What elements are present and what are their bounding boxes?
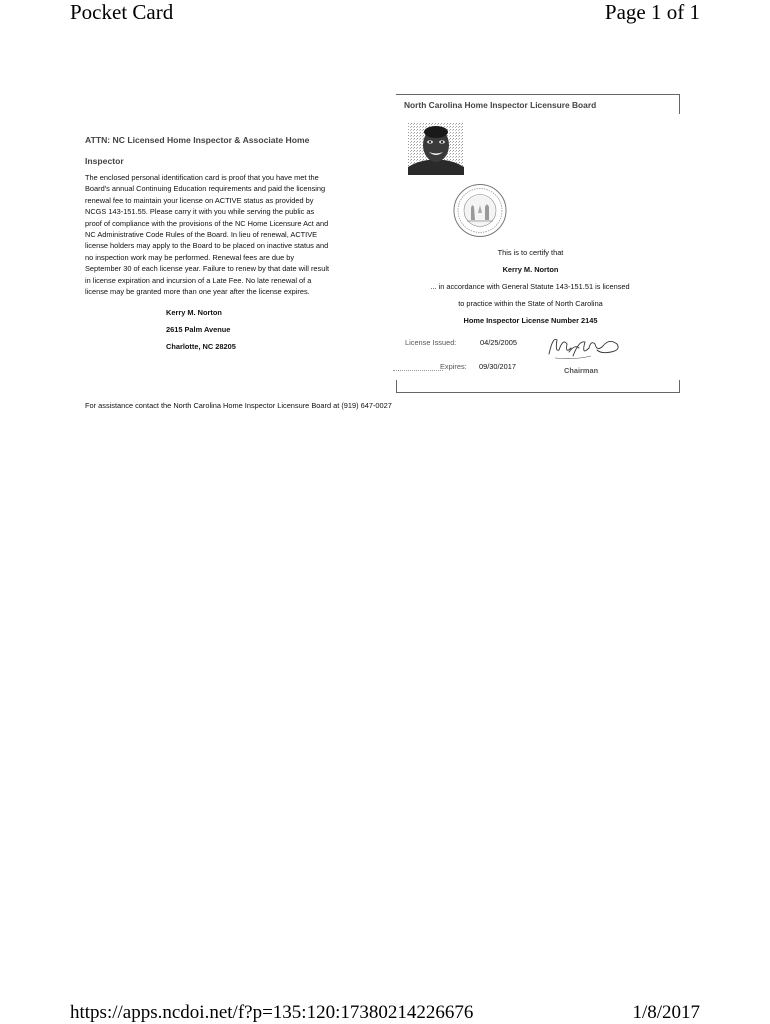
- statute-text: ... in accordance with General Statute 143-151.51 is licensed: [430, 282, 630, 291]
- letter-body-line: no inspection work may be performed. Renewal fees are due by: [85, 252, 295, 262]
- chairman-signature: [545, 330, 623, 364]
- page-url: https://apps.ncdoi.net/f?p=135:120:17380214226676: [70, 1002, 474, 1023]
- letter-body-line: license holders may apply to the Board to be placed on inactive status and: [85, 241, 329, 251]
- letter-body-line: renewal fee to maintain your license on ACTIVE status as provided by: [85, 195, 314, 205]
- chairman-label: Chairman: [564, 366, 599, 375]
- card-holder-name: Kerry M. Norton: [502, 265, 559, 274]
- address-city: Charlotte, NC 28205: [166, 342, 236, 351]
- attn-heading: ATTN: NC Licensed Home Inspector & Associate Home: [85, 135, 310, 145]
- assistance-contact: For assistance contact the North Carolina Home Inspector Licensure Board at (919) 647-0027: [85, 401, 392, 410]
- page-header-title: Pocket Card: [70, 0, 174, 24]
- expires-label: Expires:: [440, 362, 467, 371]
- letter-body-line: proof of compliance with the provisions of the NC Home Licensure Act and: [85, 218, 329, 228]
- license-issued-label: License Issued:: [405, 338, 457, 347]
- inspector-photo: [408, 123, 464, 175]
- practice-text: to practice within the State of North Carolina: [458, 299, 603, 308]
- card-border-tick: [679, 94, 680, 114]
- card-board-title: North Carolina Home Inspector Licensure Board: [404, 100, 597, 110]
- license-issued-date: 04/25/2005: [480, 338, 517, 347]
- letter-body-line: Board's annual Continuing Education requirements and paid the licensing: [85, 184, 326, 194]
- address-name: Kerry M. Norton: [166, 308, 222, 317]
- license-number: Home Inspector License Number 2145: [463, 316, 598, 325]
- expires-date: 09/30/2017: [479, 362, 516, 371]
- letter-body-line: The enclosed personal identification card is proof that you have met the: [85, 173, 319, 182]
- letter-body-line: NCGS 143-151.55. Please carry it with you while serving the public as: [85, 207, 315, 217]
- print-date: 1/8/2017: [632, 1002, 700, 1023]
- certify-text: This is to certify that: [497, 248, 564, 257]
- address-street: 2615 Palm Avenue: [166, 325, 231, 334]
- letter-body: [85, 172, 390, 297]
- letter-body-line: license may be granted more than one year after the license expires.: [85, 287, 310, 297]
- card-border-top: [396, 94, 680, 95]
- expires-leader-dots: [393, 370, 443, 371]
- letter-body-line: NC Administrative Code Rules of the Board. In lieu of renewal, ACTIVE: [85, 230, 318, 240]
- letter-body-line: in license expiration and incursion of a Late Fee. No late renewal of a: [85, 275, 312, 285]
- card-border-bottom: [396, 392, 680, 393]
- letter-body-line: September 30 of each license year. Failure to renew by that date will result: [85, 264, 330, 274]
- attn-heading-continued: Inspector: [85, 156, 124, 166]
- state-seal-icon: [449, 183, 511, 238]
- page-number: Page 1 of 1: [604, 0, 700, 24]
